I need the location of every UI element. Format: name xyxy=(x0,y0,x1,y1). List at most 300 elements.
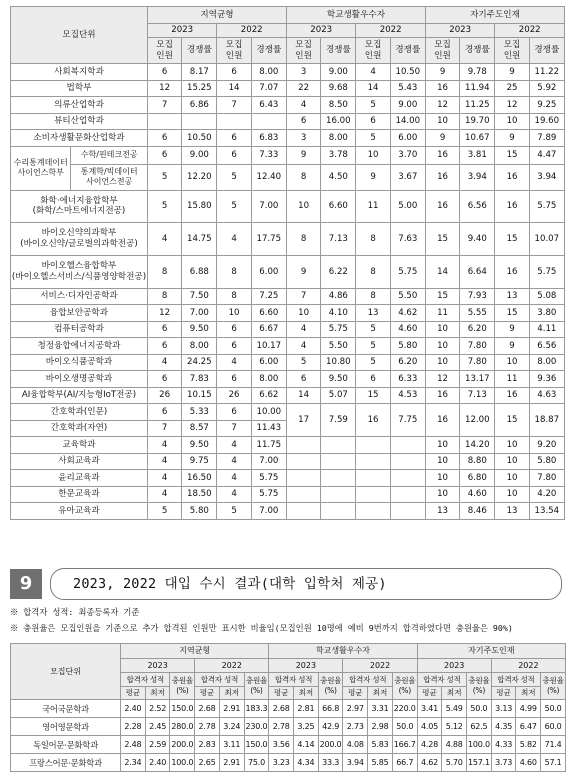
value-cell: 9 xyxy=(495,338,529,355)
value-cell: 4.35 xyxy=(491,718,516,736)
column-header-quota: 모집 인원 xyxy=(356,38,390,64)
value-cell: 6 xyxy=(286,113,320,130)
value-cell: 9.20 xyxy=(529,437,564,454)
value-cell: 7.80 xyxy=(529,470,564,487)
value-cell: 12 xyxy=(425,97,459,114)
dept-name-cell: 한문교육과 xyxy=(11,486,148,503)
column-header-ratio: 경쟁률 xyxy=(529,38,564,64)
column-header-group: 지역균형 xyxy=(147,7,286,24)
value-cell: 5.50 xyxy=(321,338,356,355)
value-cell: 3.81 xyxy=(460,146,495,164)
value-cell: 6 xyxy=(217,371,251,388)
value-cell: 5.07 xyxy=(321,387,356,404)
value-cell: 280.0 xyxy=(170,718,195,736)
value-cell xyxy=(356,486,390,503)
value-cell xyxy=(390,503,425,520)
value-cell: 7 xyxy=(217,97,251,114)
value-cell: 6 xyxy=(147,371,181,388)
value-cell: 5 xyxy=(356,97,390,114)
table-row xyxy=(11,190,565,222)
value-cell: 6.60 xyxy=(251,305,286,322)
value-cell: 13 xyxy=(495,288,529,305)
value-cell: 24.25 xyxy=(182,354,217,371)
value-cell: 4.99 xyxy=(516,700,541,718)
table-row xyxy=(11,255,565,288)
value-cell: 200.0 xyxy=(318,736,343,754)
value-cell: 5.00 xyxy=(390,190,425,222)
value-cell xyxy=(390,470,425,487)
value-cell: 16 xyxy=(425,164,459,190)
value-cell: 12 xyxy=(147,80,181,97)
value-cell: 200.0 xyxy=(170,736,195,754)
value-cell xyxy=(182,113,217,130)
value-cell: 26 xyxy=(147,387,181,404)
value-cell: 60.0 xyxy=(541,718,566,736)
dept-name-cell: 프랑스어문·문화학과 xyxy=(11,754,121,772)
value-cell: 2.73 xyxy=(343,718,368,736)
note-score-basis: ※ 합격자 성적: 최종등록자 기준 xyxy=(10,607,140,617)
value-cell: 15 xyxy=(495,222,529,255)
column-header-year: 2023 xyxy=(121,659,195,673)
value-cell: 4.33 xyxy=(491,736,516,754)
value-cell: 14 xyxy=(286,387,320,404)
value-cell: 7.00 xyxy=(251,503,286,520)
value-cell: 10 xyxy=(217,305,251,322)
value-cell: 3.56 xyxy=(269,736,294,754)
merged-value-cell: 18.87 xyxy=(529,404,564,437)
value-cell: 10.50 xyxy=(390,64,425,81)
value-cell: 7.93 xyxy=(460,288,495,305)
column-header-year: 2022 xyxy=(356,24,425,38)
table-row xyxy=(11,97,565,114)
value-cell: 2.78 xyxy=(195,718,220,736)
value-cell xyxy=(251,113,286,130)
value-cell: 6 xyxy=(217,146,251,164)
value-cell: 5.85 xyxy=(368,754,393,772)
column-header-year: 2023 xyxy=(286,24,355,38)
column-header-score: 합격자 성적 xyxy=(269,673,318,687)
value-cell: 4 xyxy=(147,470,181,487)
value-cell: 14 xyxy=(356,80,390,97)
column-header-quota: 모집 인원 xyxy=(425,38,459,64)
value-cell: 11.25 xyxy=(460,97,495,114)
value-cell: 33.3 xyxy=(318,754,343,772)
value-cell: 9.00 xyxy=(321,64,356,81)
value-cell: 6 xyxy=(356,371,390,388)
value-cell: 7.13 xyxy=(460,387,495,404)
value-cell xyxy=(356,503,390,520)
value-cell: 8.17 xyxy=(182,64,217,81)
dept-name-cell: 교육학과 xyxy=(11,437,148,454)
value-cell: 8.00 xyxy=(182,338,217,355)
value-cell: 11.75 xyxy=(251,437,286,454)
value-cell: 5.82 xyxy=(516,736,541,754)
value-cell: 7 xyxy=(217,420,251,437)
value-cell: 5 xyxy=(147,503,181,520)
value-cell: 8 xyxy=(356,255,390,288)
table-row xyxy=(11,371,565,388)
value-cell: 3.78 xyxy=(321,146,356,164)
value-cell: 9.40 xyxy=(460,222,495,255)
table-row xyxy=(11,130,565,147)
column-header-dept: 모집단위 xyxy=(11,7,148,64)
value-cell: 19.70 xyxy=(460,113,495,130)
table-row xyxy=(11,305,565,322)
column-header-low: 최저 xyxy=(294,687,319,700)
value-cell: 3.94 xyxy=(343,754,368,772)
value-cell: 12 xyxy=(425,371,459,388)
column-header-group: 학교생활우수자 xyxy=(269,644,417,659)
value-cell: 10.00 xyxy=(251,404,286,421)
dept-name-cell: 영어영문학과 xyxy=(11,718,121,736)
column-header-year: 2023 xyxy=(147,24,216,38)
value-cell: 6 xyxy=(147,64,181,81)
value-cell: 2.52 xyxy=(145,700,170,718)
merged-value-cell: 15 xyxy=(495,404,529,437)
value-cell: 3.23 xyxy=(269,754,294,772)
value-cell: 4.05 xyxy=(417,718,442,736)
value-cell: 15.25 xyxy=(182,80,217,97)
value-cell: 8.46 xyxy=(460,503,495,520)
value-cell: 4.34 xyxy=(294,754,319,772)
value-cell: 5 xyxy=(286,354,320,371)
value-cell: 150.0 xyxy=(244,736,269,754)
value-cell: 12 xyxy=(495,97,529,114)
value-cell: 9 xyxy=(425,64,459,81)
value-cell: 4.10 xyxy=(321,305,356,322)
merged-value-cell: 17 xyxy=(286,404,320,437)
dept-name-cell: 융합보안공학과 xyxy=(11,305,148,322)
value-cell xyxy=(286,486,320,503)
value-cell: 6 xyxy=(217,404,251,421)
value-cell: 8 xyxy=(356,288,390,305)
value-cell: 10 xyxy=(495,470,529,487)
value-cell: 3.67 xyxy=(390,164,425,190)
value-cell: 2.97 xyxy=(343,700,368,718)
value-cell: 4 xyxy=(286,97,320,114)
value-cell: 14.20 xyxy=(460,437,495,454)
note-fill-rate: ※ 충원율은 모집인원을 기준으로 추가 합격된 인원만 표시한 비율임(모집인원 10명에 예비 9번까지 합격하였다면 충원율은 90%) xyxy=(10,623,513,633)
table-row xyxy=(11,404,565,421)
dept-name-cell: 청정융합에너지공학과 xyxy=(11,338,148,355)
value-cell: 4 xyxy=(356,64,390,81)
value-cell: 12 xyxy=(147,305,181,322)
value-cell: 10 xyxy=(495,486,529,503)
table-row xyxy=(11,146,565,164)
value-cell: 4 xyxy=(217,437,251,454)
value-cell: 4 xyxy=(217,470,251,487)
value-cell: 6 xyxy=(217,338,251,355)
value-cell: 22 xyxy=(286,80,320,97)
value-cell: 4 xyxy=(217,486,251,503)
value-cell: 16 xyxy=(425,80,459,97)
section-header xyxy=(10,567,565,600)
value-cell: 2.98 xyxy=(368,718,393,736)
value-cell xyxy=(356,470,390,487)
value-cell: 6.33 xyxy=(390,371,425,388)
value-cell: 5 xyxy=(147,164,181,190)
value-cell: 50.0 xyxy=(541,700,566,718)
column-header-avg: 평균 xyxy=(417,687,442,700)
value-cell: 4.47 xyxy=(529,146,564,164)
column-header-score: 합격자 성적 xyxy=(417,673,466,687)
value-cell: 9.68 xyxy=(321,80,356,97)
value-cell xyxy=(217,113,251,130)
value-cell: 13 xyxy=(356,305,390,322)
dept-name-cell: 바이오신약의과학부 (바이오신약/글로벌의과학전공) xyxy=(11,222,148,255)
table-row xyxy=(11,387,565,404)
column-header-group: 자기주도인재 xyxy=(417,644,565,659)
value-cell: 5.70 xyxy=(442,754,467,772)
admission-competition-table xyxy=(10,6,565,520)
value-cell: 9.75 xyxy=(182,453,217,470)
value-cell: 16 xyxy=(425,146,459,164)
value-cell xyxy=(147,113,181,130)
value-cell: 8 xyxy=(217,288,251,305)
value-cell: 8 xyxy=(356,222,390,255)
value-cell: 6.60 xyxy=(321,190,356,222)
value-cell: 4.08 xyxy=(343,736,368,754)
value-cell: 10 xyxy=(495,453,529,470)
value-cell: 5 xyxy=(356,130,390,147)
value-cell: 8 xyxy=(147,288,181,305)
value-cell: 10 xyxy=(425,453,459,470)
value-cell: 7 xyxy=(147,97,181,114)
value-cell xyxy=(321,453,356,470)
value-cell: 12.40 xyxy=(251,164,286,190)
value-cell: 4 xyxy=(147,437,181,454)
value-cell: 10 xyxy=(425,113,459,130)
value-cell: 10 xyxy=(495,113,529,130)
value-cell: 16.50 xyxy=(182,470,217,487)
value-cell: 7.25 xyxy=(251,288,286,305)
value-cell: 15 xyxy=(356,387,390,404)
value-cell: 6.43 xyxy=(251,97,286,114)
dept-name-cell: 국어국문학과 xyxy=(11,700,121,718)
column-header-fill-rate: 충원율 (%) xyxy=(467,673,492,700)
value-cell: 4 xyxy=(286,321,320,338)
value-cell: 42.9 xyxy=(318,718,343,736)
value-cell: 11.43 xyxy=(251,420,286,437)
value-cell: 62.5 xyxy=(467,718,492,736)
value-cell: 3.80 xyxy=(529,305,564,322)
value-cell: 14 xyxy=(217,80,251,97)
value-cell: 5.55 xyxy=(460,305,495,322)
value-cell: 10.17 xyxy=(251,338,286,355)
value-cell: 8 xyxy=(286,222,320,255)
value-cell: 4 xyxy=(217,222,251,255)
dept-name-cell: 법학부 xyxy=(11,80,148,97)
value-cell: 10 xyxy=(425,354,459,371)
value-cell: 7.00 xyxy=(251,453,286,470)
column-header-ratio: 경쟁률 xyxy=(321,38,356,64)
value-cell: 5.33 xyxy=(182,404,217,421)
value-cell: 10 xyxy=(425,338,459,355)
value-cell: 5.80 xyxy=(529,453,564,470)
column-header-score: 합격자 성적 xyxy=(491,673,540,687)
value-cell: 15 xyxy=(425,288,459,305)
value-cell xyxy=(321,437,356,454)
value-cell: 15 xyxy=(425,222,459,255)
value-cell: 4.50 xyxy=(321,164,356,190)
table-row xyxy=(11,64,565,81)
value-cell: 5 xyxy=(217,503,251,520)
merged-value-cell: 16 xyxy=(356,404,390,437)
value-cell: 10 xyxy=(425,470,459,487)
value-cell: 8.50 xyxy=(321,97,356,114)
column-header-avg: 평균 xyxy=(491,687,516,700)
value-cell: 5.75 xyxy=(321,321,356,338)
value-cell: 6 xyxy=(147,146,181,164)
value-cell: 19.60 xyxy=(529,113,564,130)
value-cell: 16 xyxy=(425,190,459,222)
table-row xyxy=(11,222,565,255)
value-cell: 26 xyxy=(217,387,251,404)
value-cell: 8 xyxy=(147,255,181,288)
value-cell: 16 xyxy=(495,255,529,288)
value-cell: 16 xyxy=(495,387,529,404)
value-cell: 8.00 xyxy=(529,354,564,371)
table-row xyxy=(11,80,565,97)
column-header-avg: 평균 xyxy=(269,687,294,700)
value-cell: 9.25 xyxy=(529,97,564,114)
value-cell: 5 xyxy=(147,190,181,222)
value-cell: 6.20 xyxy=(390,354,425,371)
value-cell: 4 xyxy=(286,338,320,355)
value-cell: 8 xyxy=(286,164,320,190)
column-header-low: 최저 xyxy=(442,687,467,700)
table-row xyxy=(11,736,566,754)
value-cell: 157.1 xyxy=(467,754,492,772)
table-row xyxy=(11,354,565,371)
table-row xyxy=(11,453,565,470)
value-cell: 9 xyxy=(425,130,459,147)
value-cell: 10.80 xyxy=(321,354,356,371)
value-cell: 4.86 xyxy=(321,288,356,305)
value-cell: 66.7 xyxy=(392,754,417,772)
value-cell: 6.64 xyxy=(460,255,495,288)
value-cell: 4.11 xyxy=(529,321,564,338)
value-cell: 5.75 xyxy=(251,486,286,503)
dept-group-cell: 수리통계데이터 사이언스학부 xyxy=(11,146,71,190)
value-cell xyxy=(286,503,320,520)
value-cell: 3.25 xyxy=(294,718,319,736)
value-cell: 6.47 xyxy=(516,718,541,736)
value-cell: 10.07 xyxy=(529,222,564,255)
column-header-avg: 평균 xyxy=(195,687,220,700)
value-cell: 3.13 xyxy=(491,700,516,718)
value-cell: 4 xyxy=(147,486,181,503)
dept-name-cell: 화학·에너지융합학부 (화학/스마트에너지전공) xyxy=(11,190,148,222)
value-cell: 17.75 xyxy=(251,222,286,255)
value-cell: 6 xyxy=(286,371,320,388)
value-cell: 5 xyxy=(356,354,390,371)
column-header-year: 2023 xyxy=(269,659,343,673)
dept-name-cell: 통계학/빅데이터 사이언스전공 xyxy=(71,164,148,190)
merged-value-cell: 7.75 xyxy=(390,404,425,437)
value-cell: 10 xyxy=(495,437,529,454)
value-cell: 10 xyxy=(286,305,320,322)
section-title: 2023, 2022 대입 수시 결과(대학 입학처 제공) xyxy=(73,576,387,592)
value-cell: 6.88 xyxy=(182,255,217,288)
column-header-year: 2022 xyxy=(495,24,565,38)
value-cell: 4 xyxy=(147,222,181,255)
value-cell: 2.83 xyxy=(195,736,220,754)
value-cell: 7.00 xyxy=(251,190,286,222)
column-header-quota: 모집 인원 xyxy=(495,38,529,64)
value-cell: 10.15 xyxy=(182,387,217,404)
merged-value-cell: 7.59 xyxy=(321,404,356,437)
value-cell: 100.0 xyxy=(467,736,492,754)
value-cell: 4.20 xyxy=(529,486,564,503)
column-header-ratio: 경쟁률 xyxy=(251,38,286,64)
column-header-year: 2022 xyxy=(217,24,287,38)
value-cell: 3.94 xyxy=(460,164,495,190)
value-cell: 6 xyxy=(217,64,251,81)
table-row xyxy=(11,113,565,130)
value-cell: 11.22 xyxy=(529,64,564,81)
value-cell: 9.36 xyxy=(529,371,564,388)
column-header-year: 2022 xyxy=(491,659,565,673)
value-cell: 8 xyxy=(217,255,251,288)
dept-name-cell: 유아교육과 xyxy=(11,503,148,520)
value-cell: 5 xyxy=(217,164,251,190)
value-cell: 5.80 xyxy=(182,503,217,520)
value-cell: 75.0 xyxy=(244,754,269,772)
table-row xyxy=(11,718,566,736)
column-header-fill-rate: 충원율 (%) xyxy=(318,673,343,700)
table-row xyxy=(11,321,565,338)
dept-name-cell: 소비자생활문화산업학과 xyxy=(11,130,148,147)
value-cell: 6.00 xyxy=(251,354,286,371)
value-cell: 14.75 xyxy=(182,222,217,255)
value-cell: 2.48 xyxy=(121,736,146,754)
value-cell: 11 xyxy=(495,371,529,388)
table-row xyxy=(11,470,565,487)
value-cell: 7.33 xyxy=(251,146,286,164)
value-cell: 9 xyxy=(286,255,320,288)
value-cell: 8.57 xyxy=(182,420,217,437)
value-cell: 7.13 xyxy=(321,222,356,255)
value-cell: 7.00 xyxy=(182,305,217,322)
value-cell: 4.53 xyxy=(390,387,425,404)
value-cell: 2.78 xyxy=(269,718,294,736)
dept-name-cell: 뷰티산업학과 xyxy=(11,113,148,130)
value-cell: 4.62 xyxy=(417,754,442,772)
merged-value-cell: 16 xyxy=(425,404,459,437)
dept-name-cell: 서비스·디자인공학과 xyxy=(11,288,148,305)
value-cell: 14 xyxy=(425,255,459,288)
value-cell: 3.11 xyxy=(219,736,244,754)
column-header-ratio: 경쟁률 xyxy=(390,38,425,64)
value-cell: 10 xyxy=(286,190,320,222)
value-cell: 11 xyxy=(356,190,390,222)
value-cell: 9.00 xyxy=(390,97,425,114)
value-cell: 5.75 xyxy=(390,255,425,288)
value-cell: 5.75 xyxy=(251,470,286,487)
value-cell: 5.49 xyxy=(442,700,467,718)
value-cell: 3.24 xyxy=(219,718,244,736)
value-cell: 2.40 xyxy=(145,754,170,772)
value-cell: 7.80 xyxy=(460,354,495,371)
column-header-year: 2022 xyxy=(195,659,269,673)
value-cell: 230.0 xyxy=(244,718,269,736)
value-cell: 5.43 xyxy=(390,80,425,97)
value-cell xyxy=(286,470,320,487)
value-cell: 7.83 xyxy=(182,371,217,388)
value-cell: 100.0 xyxy=(170,754,195,772)
table-row xyxy=(11,437,565,454)
